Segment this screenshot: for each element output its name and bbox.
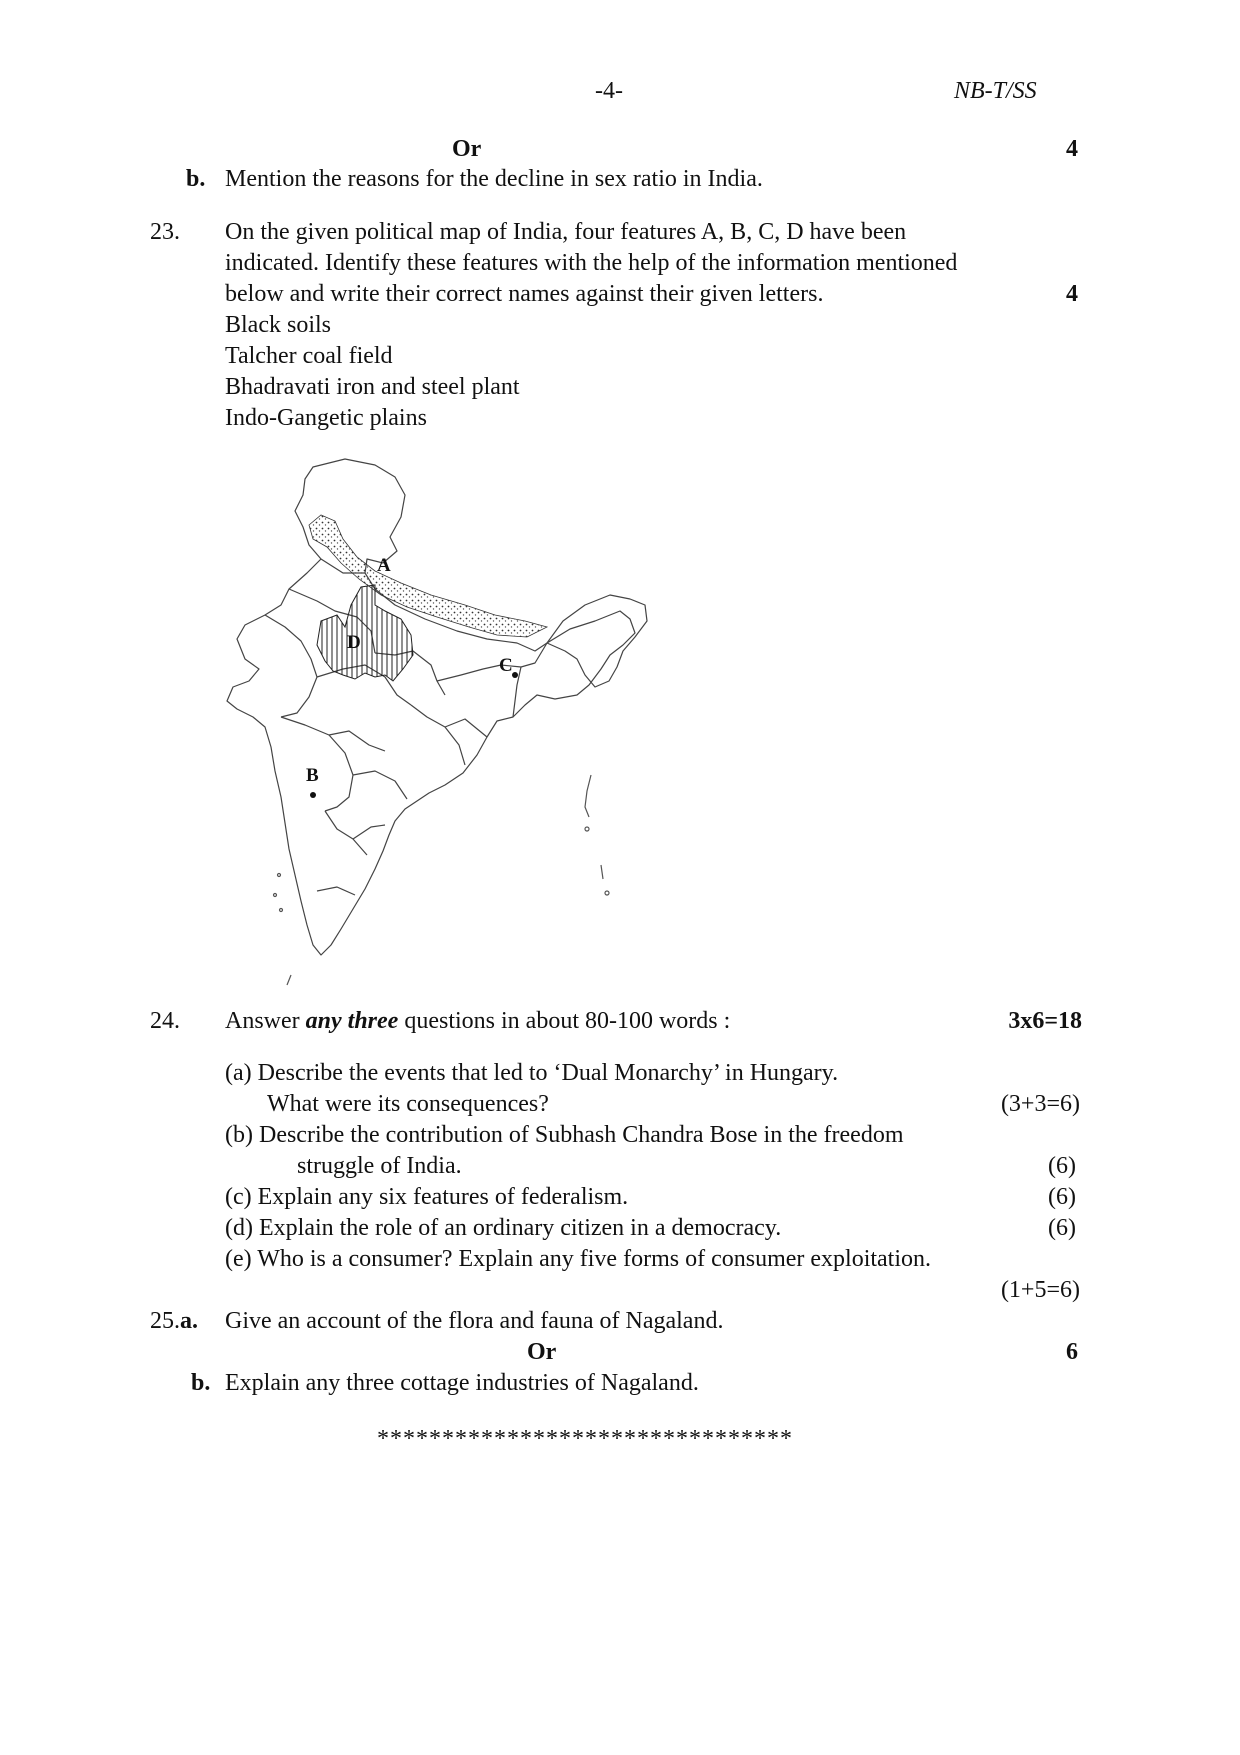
q23-line-3: below and write their correct names against their given letters. [225, 281, 824, 307]
q24-marks: 3x6=18 [1008, 1008, 1082, 1034]
or-label: Or [452, 136, 482, 162]
india-outline [227, 459, 635, 955]
feature-2: Talcher coal field [225, 343, 393, 369]
india-political-map [225, 455, 745, 1000]
q25-a-label: a. [180, 1308, 198, 1334]
q24-d-marks: (6) [1048, 1215, 1076, 1241]
q25-or-label: Or [527, 1339, 557, 1365]
feature-c-dot [512, 672, 518, 678]
map-label-d: D [347, 632, 361, 653]
q24-c-line: (c) Explain any six features of federalism. [225, 1184, 629, 1210]
q23-line-2: indicated. Identify these features with the help of the information mentioned [225, 250, 958, 276]
q25-number-text: 25. [150, 1308, 180, 1334]
feature-b-dot [310, 792, 316, 798]
q24-a-marks: (3+3=6) [1000, 1091, 1080, 1117]
q24-b-line-1: (b) Describe the contribution of Subhash Chandra Bose in the freedom [225, 1122, 904, 1148]
q24-intro-post: questions in about 80-100 words : [398, 1008, 731, 1034]
q23-number: 23. [150, 219, 180, 245]
q25-b-text: Explain any three cottage industries of Nagaland. [225, 1370, 699, 1396]
q24-b-line-2: struggle of India. [297, 1153, 462, 1179]
page-number: -4- [595, 78, 623, 104]
feature-1: Black soils [225, 312, 331, 338]
q24-a-line-2: What were its consequences? [267, 1091, 549, 1117]
map-label-c: C [499, 655, 513, 676]
q25-number [150, 1306, 198, 1336]
feature-a-region [309, 515, 547, 637]
feature-3: Bhadravati iron and steel plant [225, 374, 520, 400]
northeast-outline [547, 595, 647, 687]
q23-line-1: On the given political map of India, four features A, B, C, D have been [225, 219, 907, 245]
q23-marks: 4 [1066, 281, 1078, 307]
q24-c-marks: (6) [1048, 1184, 1076, 1210]
feature-4: Indo-Gangetic plains [225, 405, 427, 431]
q24-e-line: (e) Who is a consumer? Explain any five forms of consumer exploitation. [225, 1246, 932, 1272]
q24-e-marks: (1+5=6) [1000, 1277, 1080, 1303]
q24-intro-emphasis: any three [305, 1008, 399, 1034]
q24-b-marks: (6) [1048, 1153, 1076, 1179]
q22-marks: 4 [1066, 136, 1078, 162]
end-of-paper-stars: ******************************** [377, 1426, 793, 1452]
q25-b-label: b. [191, 1370, 211, 1396]
q24-intro [225, 1006, 730, 1036]
paper-code: NB-T/SS [954, 78, 1037, 104]
q24-d-line: (d) Explain the role of an ordinary citizen in a democracy. [225, 1215, 782, 1241]
q24-intro-pre: Answer [225, 1008, 306, 1034]
q24-number: 24. [150, 1008, 180, 1034]
map-label-b: B [306, 765, 319, 786]
q25-marks: 6 [1066, 1339, 1078, 1365]
q25-a-text: Give an account of the flora and fauna of Nagaland. [225, 1308, 724, 1334]
q24-a-line-1: (a) Describe the events that led to ‘Dual Monarchy’ in Hungary. [225, 1060, 839, 1086]
map-label-a: A [377, 555, 391, 576]
q22-b-label: b. [186, 166, 206, 192]
q22-b-text: Mention the reasons for the decline in sex ratio in India. [225, 166, 763, 192]
